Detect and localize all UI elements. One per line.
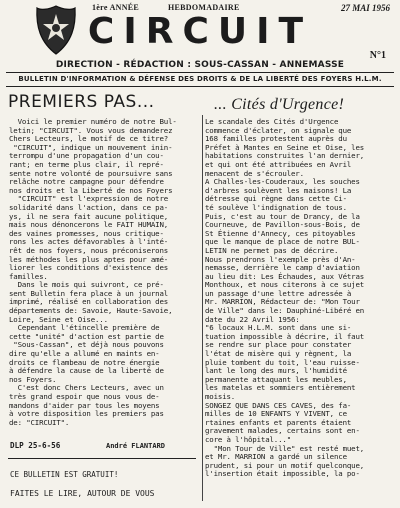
left-article-line: de: "CIRCUIT". <box>9 417 70 427</box>
right-article-line: core à l'hôpital..." <box>205 434 291 444</box>
right-article-line: nemasse, derrière le camp d'aviation <box>205 263 360 273</box>
left-article-line: à défendre la cause de la liberté de <box>9 366 164 376</box>
left-article-line: rant; en terme plus clair, il repré- <box>9 159 164 169</box>
right-article-line: les matelas et sommiers entièrement <box>205 383 356 393</box>
left-article-line: "CIRCUIT" est l'expression de notre <box>9 194 169 204</box>
right-article-line: St Étienne d'Annecy, ces pitoyables <box>205 228 356 238</box>
issue-date: 27 MAI 1956 <box>340 3 390 13</box>
left-article-line: ys, il ne sera fait aucune politique, <box>9 211 169 221</box>
left-article-line: des vaines promesses, nous critique- <box>9 228 164 238</box>
left-article-line: mandons d'aider par tous les moyens <box>9 400 160 410</box>
left-article-line: cette "unité" d'action est partie de <box>9 331 164 341</box>
right-article-line: té soulève l'indignation de tous. <box>205 202 347 212</box>
left-article-line: les méthodes les plus aptes pour amé- <box>9 254 169 264</box>
right-article-line: l'insertion était impossible, la po- <box>205 469 360 479</box>
left-article-line: sente notre volonté de poursuivre sans <box>9 168 173 178</box>
left-article-line: familles. <box>9 271 48 281</box>
right-article-line: et qui ont été attribuées en Avril <box>205 159 352 169</box>
year-label: 1ère ANNÉE <box>92 3 140 12</box>
left-article-line: rons les actes défavorables à l'inté- <box>9 237 169 247</box>
bulletin-subtitle: BULLETIN D'INFORMATION & DÉFENSE DES DROITS & DE LA LIBERTÉ DES FOYERS H.L.M. <box>18 75 382 83</box>
left-article-line: mais nous dénoncerons le FAIT HUMAIN, <box>9 220 169 230</box>
left-article-line: nos droits et la Liberté de nos Foyers <box>9 185 173 195</box>
left-article-line: imprimé, réalisé en collaboration des <box>9 297 169 307</box>
divider-rule <box>6 72 394 73</box>
right-article-line: A Challes-les-Couderaux, les souches <box>205 177 360 187</box>
left-article-line: "CIRCUIT", indique un mouvement inin- <box>9 142 173 152</box>
right-article-line: moisis. <box>205 392 236 401</box>
issue-number: N°1 <box>369 50 386 61</box>
right-article-line: Courneuve, de Pavillon-sous-Bois, de <box>205 220 360 230</box>
right-article-line: date du 22 Avril 1956: <box>205 314 300 324</box>
right-article-line: l'état de misère qui y règnent, la <box>205 349 352 359</box>
left-article-line: terrompu d'une propagation d'un cou- <box>9 151 164 161</box>
free-bulletin-note: CE BULLETIN EST GRATUIT! <box>10 470 119 479</box>
left-article-line: solidarité dans l'action, dans ce pa- <box>9 202 169 212</box>
right-article-line: d'arbres soulèvent les maisons! La <box>205 185 352 195</box>
left-headline: PREMIERS PAS... <box>8 92 155 112</box>
right-article-line: tuation impossible à décrire, il faut <box>205 331 365 341</box>
left-article-line: Cependant l'étincelle première de <box>9 323 160 333</box>
right-article-line: LETIN ne permet pas de décrire. <box>205 245 339 255</box>
direction-line: DIRECTION - RÉDACTION : SOUS-CASSAN - ANNEMASSE <box>55 60 345 70</box>
right-article-line: menacent de s'écrouler. <box>205 168 304 178</box>
left-article-line: rêt de nos foyers, nous préconiserons <box>9 245 169 255</box>
left-article-line: liorer les conditions d'existence des <box>9 263 169 273</box>
right-article-line: prudent, si pour un motif quelconque, <box>205 460 365 470</box>
right-headline: ... Cités d'Urgence! <box>214 96 345 113</box>
right-article-line: 168 familles protestent auprès du <box>205 134 347 144</box>
right-article-line: que le manque de place de notre BUL- <box>205 237 360 247</box>
left-article-line: Loire, Seine et Oise... <box>9 314 108 324</box>
right-article-line: pluie tombent du toit, l'eau ruisse- <box>205 357 360 367</box>
right-article-body <box>205 118 395 479</box>
divider-rule <box>8 458 196 459</box>
left-article-line: Dans le mois qui suivront, ce pré- <box>9 280 164 290</box>
right-article-line: permanente attaquant les meubles, <box>205 374 347 384</box>
right-article-line: Préfet à Mantes en Seine et Oise, les <box>205 142 365 152</box>
right-article-line: lant le long des murs, l'humidité <box>205 366 347 376</box>
frequency-label: HEBDOMADAIRE <box>168 3 240 12</box>
right-article-line: Puis, c'est au tour de Drancy, de la <box>205 211 360 221</box>
left-article-line: départements de: Savoie, Haute-Savoie, <box>9 306 173 316</box>
divider-rule <box>6 86 394 87</box>
right-article-line: se rendre sur place pour constater <box>205 340 352 350</box>
right-article-line: Nous prendrons l'exemple près d'An- <box>205 254 356 264</box>
author-signature: André FLANTARD <box>106 442 166 450</box>
dlp-code: DLP 25-6-56 <box>10 441 61 450</box>
left-article-line: Chers Lecteurs, le motif de ce titre? <box>9 134 169 144</box>
left-article-line: sent Bulletin fera place à un journal <box>9 288 169 298</box>
left-article-body <box>9 118 205 427</box>
right-article-line: commence d'éclater, on signale que <box>205 125 352 135</box>
right-article-line: Le scandale des Cités d'Urgence <box>205 117 339 126</box>
right-article-line: SONGEZ QUE DANS CES CAVES, des fa- <box>205 400 352 410</box>
signature-row <box>10 441 200 450</box>
right-article-line: Monthoux, et nous citerons à ce sujet <box>205 280 365 290</box>
right-article-line: et Mr. MARRION a gardé un silence <box>205 452 347 462</box>
right-article-line: un passage d'une lettre adressée à <box>205 288 352 298</box>
left-article-line: relâche notre campagne pour défendre <box>9 177 164 187</box>
masthead-title: CIRCUIT <box>87 11 313 52</box>
right-article-line: gravement malades, certains sont en- <box>205 426 360 436</box>
right-article-line: rtaines enfants et parents étaient <box>205 417 352 427</box>
right-article-line: au lieu dit: Les Échaudes, aux Vétras <box>205 271 365 281</box>
right-article-line: habitations construites l'an dernier, <box>205 151 365 161</box>
left-article-line: très grand espoir que nous vous de- <box>9 392 160 401</box>
left-article-line: dire qu'elle a allumé en maints en- <box>9 349 160 359</box>
right-article-line: de Ville" dans le: Dauphiné-Libéré en <box>205 306 365 316</box>
right-article-line: milles de 10 ENFANTS Y VIVENT, ce <box>205 409 347 419</box>
right-article-line: détresse qui règne dans cette Ci- <box>205 194 347 204</box>
left-article-line: à votre disposition les premiers pas <box>9 409 164 419</box>
left-article-line: C'est donc Chers Lecteurs, avec un <box>9 383 164 393</box>
right-article-line: "6 locaux H.L.M. sont dans une si- <box>205 323 352 333</box>
left-article-line: nos Foyers. <box>9 374 57 384</box>
left-article-line: "Sous-Cassan", et déjà nous pouvons <box>9 340 164 350</box>
left-article-line: Voici le premier numéro de notre Bul- <box>9 117 177 126</box>
right-article-line: Mr. MARRION, Rédacteur de: "Mon Tour <box>205 297 360 307</box>
left-article-line: droits ce flambeau de notre énergie <box>9 357 160 367</box>
right-article-line: "Mon Tour de Ville" est resté muet, <box>205 443 365 453</box>
read-around-note: FAITES LE LIRE, AUTOUR DE VOUS <box>10 489 155 498</box>
left-article-line: letin; "CIRCUIT". Vous vous demanderez <box>9 125 173 135</box>
